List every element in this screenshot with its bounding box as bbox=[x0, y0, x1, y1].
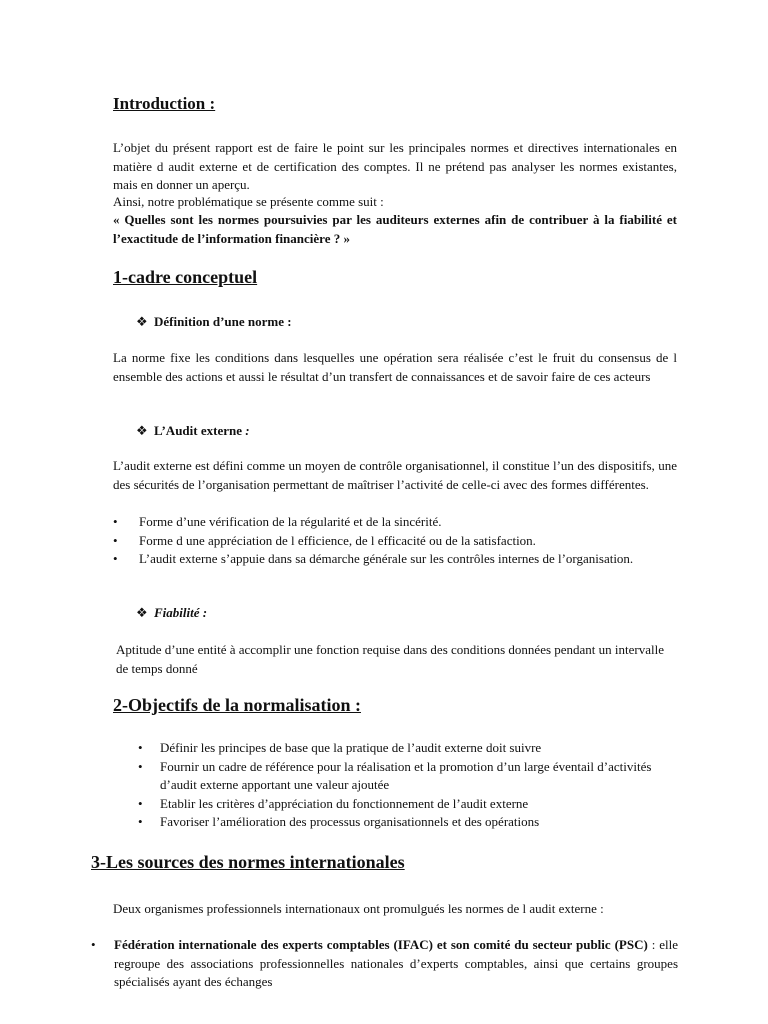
intro-question: « Quelles sont les normes poursuivies par les auditeurs externes afin de contribuer à la fiabilité et l’exactitude de l’information financière ? » bbox=[113, 212, 677, 246]
audit-text: L’audit externe est défini comme un moyen de contrôle organisationnel, il constitue l’un des dispositifs, une des sécurités de l’organisation permettant de maîtriser l’activité de celle-ci avec des formes différentes. bbox=[113, 458, 677, 492]
diamond-bullet-icon: ❖ bbox=[136, 423, 148, 438]
ifac-name: Fédération internationale des experts comptables (IFAC) et son comité du secteur public (PSC) bbox=[114, 937, 648, 952]
audit-bullet-list bbox=[113, 513, 677, 569]
section1-heading: 1-cadre conceptuel bbox=[113, 267, 258, 287]
definition-text: La norme fixe les conditions dans lesquelles une opération sera réalisée c’est le fruit du consensus de l ensemble des actions et aussi le résultat d’un transfert de connaissances et de savoir faire de ces acteurs bbox=[113, 350, 677, 384]
bullet-icon: • bbox=[113, 514, 118, 529]
section3-heading: 3-Les sources des normes internationales bbox=[91, 852, 405, 872]
bullet-icon: • bbox=[138, 740, 143, 755]
fiabilite-subheading bbox=[136, 605, 207, 621]
audit-title-colon: : bbox=[242, 423, 250, 438]
definition-title: Définition d’une norme : bbox=[154, 314, 292, 329]
bullet-icon: • bbox=[113, 532, 118, 548]
bullet-icon: • bbox=[138, 795, 143, 811]
intro-problem-line: Ainsi, notre problématique se présente comme suit : bbox=[113, 194, 384, 209]
audit-title: L’Audit externe bbox=[154, 423, 242, 438]
fiabilite-text: Aptitude d’une entité à accomplir une fonction requise dans des conditions données pendant un intervalle de temps donné bbox=[116, 642, 665, 676]
ifac-description: : elle regroupe des associations professionnelles nationales d’experts comptables, ainsi que certains groupes spécialisés ayant des échanges bbox=[114, 937, 678, 989]
ifac-item bbox=[91, 936, 678, 992]
section2-heading: 2-Objectifs de la normalisation : bbox=[113, 695, 361, 715]
list-item: • Forme d une appréciation de l efficience, de l efficacité ou de la satisfaction. bbox=[113, 532, 677, 551]
list-item: • Fournir un cadre de référence pour la réalisation et la promotion d’un large éventail d’activités d’audit externe apportant une valeur ajoutée bbox=[138, 758, 652, 792]
fiabilite-title: Fiabilité : bbox=[154, 605, 208, 620]
bullet-icon: • bbox=[138, 758, 143, 774]
diamond-bullet-icon: ❖ bbox=[136, 314, 148, 329]
bullet-icon: • bbox=[113, 551, 118, 566]
intro-heading: Introduction : bbox=[113, 94, 216, 113]
list-item: • L’audit externe s’appuie dans sa démarche générale sur les contrôles internes de l’organisation. bbox=[113, 550, 677, 569]
diamond-bullet-icon: ❖ bbox=[136, 605, 148, 620]
bullet-icon: • bbox=[138, 814, 143, 829]
bullet-icon: • bbox=[91, 937, 96, 952]
list-item: • Définir les principes de base que la pratique de l’audit externe doit suivre bbox=[136, 739, 678, 758]
objectives-list bbox=[136, 739, 678, 832]
definition-subheading bbox=[136, 314, 292, 330]
list-item: • Favoriser l’amélioration des processus organisationnels et des opérations bbox=[136, 813, 678, 832]
audit-subheading bbox=[136, 423, 250, 439]
sources-intro: Deux organismes professionnels internationaux ont promulgués les normes de l audit externe : bbox=[113, 901, 604, 916]
list-item: • Etablir les critères d’appréciation du fonctionnement de l’audit externe bbox=[136, 795, 678, 814]
list-item: • Forme d’une vérification de la régularité et de la sincérité. bbox=[113, 513, 677, 532]
intro-paragraph: L’objet du présent rapport est de faire le point sur les principales normes et directives internationales en matière d audit externe et de certification des comptes. Il ne prétend pas analyser les normes existantes, mais en donner un aperçu. bbox=[113, 140, 677, 192]
